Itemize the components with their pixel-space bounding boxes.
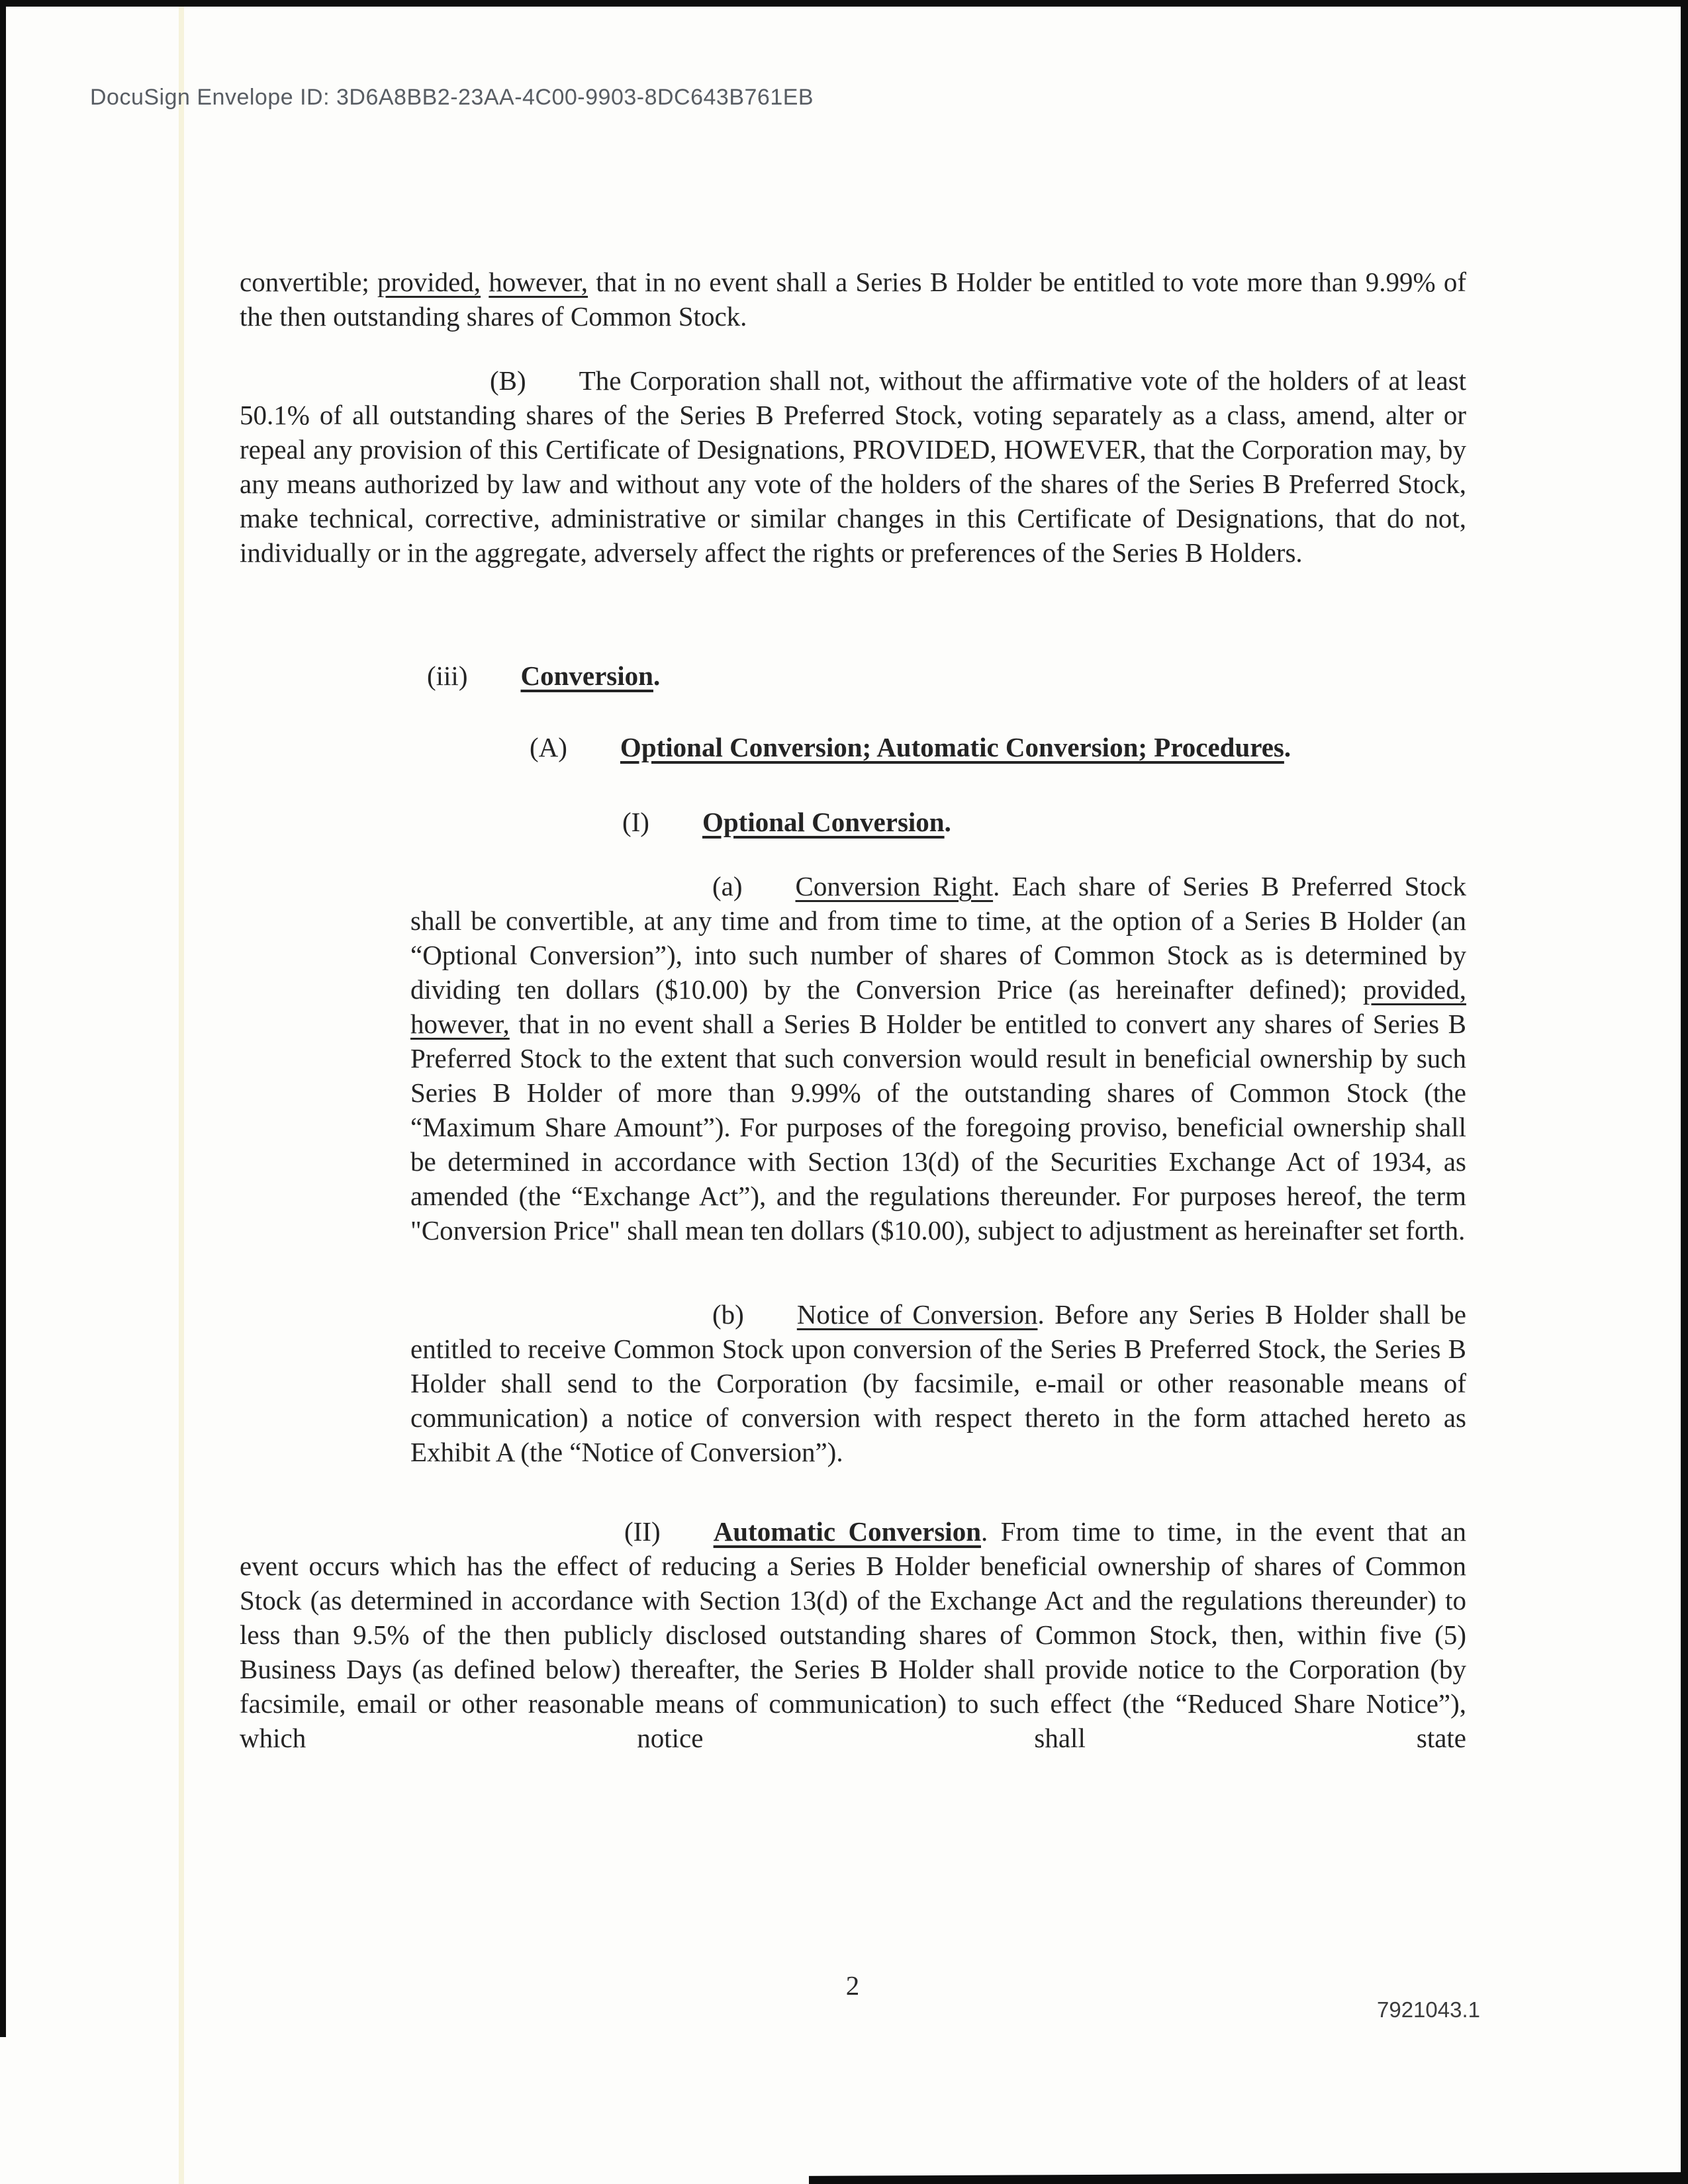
document-body: [240, 265, 1466, 1755]
scan-seam-line: [179, 0, 184, 2184]
paragraph-heading-A-optional-automatic-procedures: [530, 730, 1466, 764]
footer-doc-number: 7921043.1: [1377, 1997, 1480, 2022]
text-segment: .: [653, 660, 661, 691]
paragraph-heading-I-optional-conversion: [622, 805, 1466, 839]
footer-page-number: 2: [845, 1970, 860, 2001]
paragraph-continuation-voting-limit: [240, 265, 1466, 334]
text-segment: convertible;: [240, 267, 378, 297]
paragraph-section-II-automatic-conversion: [240, 1514, 1466, 1755]
text-segment: provided,: [377, 267, 481, 297]
text-segment: The Corporation shall not, without the affirmative vote of the holders of at least 50.1% of all outstanding shares of the Series B Preferred Stock, voting separately as a class, amend, alter or repeal any provision of this Certificate of Designations, PROVIDED, HOWEVER, that the Corporation may, by any means authorized by law and without any vote of the holders of the shares of the Series B Preferred Stock, make technical, corrective, administrative or similar changes in this Certificate of Designations, that do not, individually or in the aggregate, adversely affect the rights or preferences of the Series B Holders.: [240, 365, 1466, 568]
scan-edge-right: [1681, 0, 1688, 2184]
text-segment: Automatic Conversion: [713, 1516, 981, 1547]
text-segment: Optional Conversion: [702, 807, 945, 837]
text-segment: however,: [489, 267, 588, 297]
text-segment: Optional Conversion; Automatic Conversion; Procedures: [620, 732, 1284, 762]
text-segment: Notice of Conversion: [796, 1299, 1038, 1330]
text-segment: .: [1284, 732, 1291, 762]
text-segment: . From time to time, in the event that an event occurs which has the effect of reducing a Series B Holder beneficial ownership of shares of Common Stock (as determined in accordance with Section 13(d) of the Exchange Act and the regulations thereunder) to less than 9.5% of the then publicly disclosed outstanding shares of Common Stock, then, within five (5) Business Days (as defined below) thereafter, the Series B Holder shall provide notice to the Corporation (by facsimile, email or other reasonable means of communication) to such effect (the “Reduced Share Notice”), which notice shall state: [240, 1516, 1466, 1753]
paragraph-label: (iii): [427, 660, 468, 691]
paragraph-section-B-protective-provisions: [240, 363, 1466, 570]
text-segment: .: [944, 807, 951, 837]
scan-edge-bottom: [809, 2172, 1688, 2184]
paragraph-section-b-notice-of-conversion: [410, 1297, 1466, 1469]
paragraph-label: (b): [712, 1299, 744, 1330]
paragraph-label: (a): [712, 871, 743, 901]
text-segment: that in no event shall a Series B Holder be entitled to vote more than 9.99% of the then outstanding shares of Common Stock.: [240, 267, 1467, 332]
paragraph-section-a-conversion-right: [410, 869, 1466, 1248]
paragraph-label: (B): [490, 365, 526, 396]
text-segment: . Before any Series B Holder shall be entitled to receive Common Stock upon conversion of the Series B Preferred Stock, the Series B Holder shall send to the Corporation (by facsimile, e-mail or other reasonable means of communication) a notice of conversion with respect thereto in the form attached hereto as Exhibit A (the “Notice of Conversion”).: [410, 1299, 1467, 1467]
scan-edge-top: [0, 0, 1688, 7]
text-segment: provided,: [1363, 974, 1466, 1005]
paragraph-label: (II): [624, 1516, 661, 1547]
scan-edge-left: [0, 0, 6, 2037]
text-segment: . Each share of Series B Preferred Stock shall be convertible, at any time and from time to time, at the option of a Series B Holder (an “Optional Conversion”), into such number of shares of Common Stock as is determined by dividing ten dollars ($10.00) by the Conversion Price (as hereinafter defined);: [410, 871, 1466, 1005]
paragraph-label: (A): [530, 732, 567, 762]
text-segment: Conversion Right: [795, 871, 994, 901]
text-segment: that in no event shall a Series B Holder be entitled to convert any shares of Series B Preferred Stock to the extent that such conversion would result in beneficial ownership by such Series B Holder of more than 9.99% of the outstanding shares of Common Stock (the “Maximum Share Amount”). For purposes of the foregoing proviso, beneficial ownership shall be determined in accordance with Section 13(d) of the Securities Exchange Act of 1934, as amended (the “Exchange Act”), and the regulations thereunder. For purposes hereof, the term "Conversion Price" shall mean ten dollars ($10.00), subject to adjustment as hereinafter set forth.: [410, 1009, 1466, 1246]
text-segment: Conversion: [520, 660, 653, 691]
text-segment: [481, 267, 489, 297]
docusign-envelope-id: DocuSign Envelope ID: 3D6A8BB2-23AA-4C00-9903-8DC643B761EB: [90, 85, 814, 110]
paragraph-heading-iii-conversion: [427, 659, 1466, 693]
paragraph-label: (I): [622, 807, 649, 837]
text-segment: however,: [410, 1009, 510, 1039]
